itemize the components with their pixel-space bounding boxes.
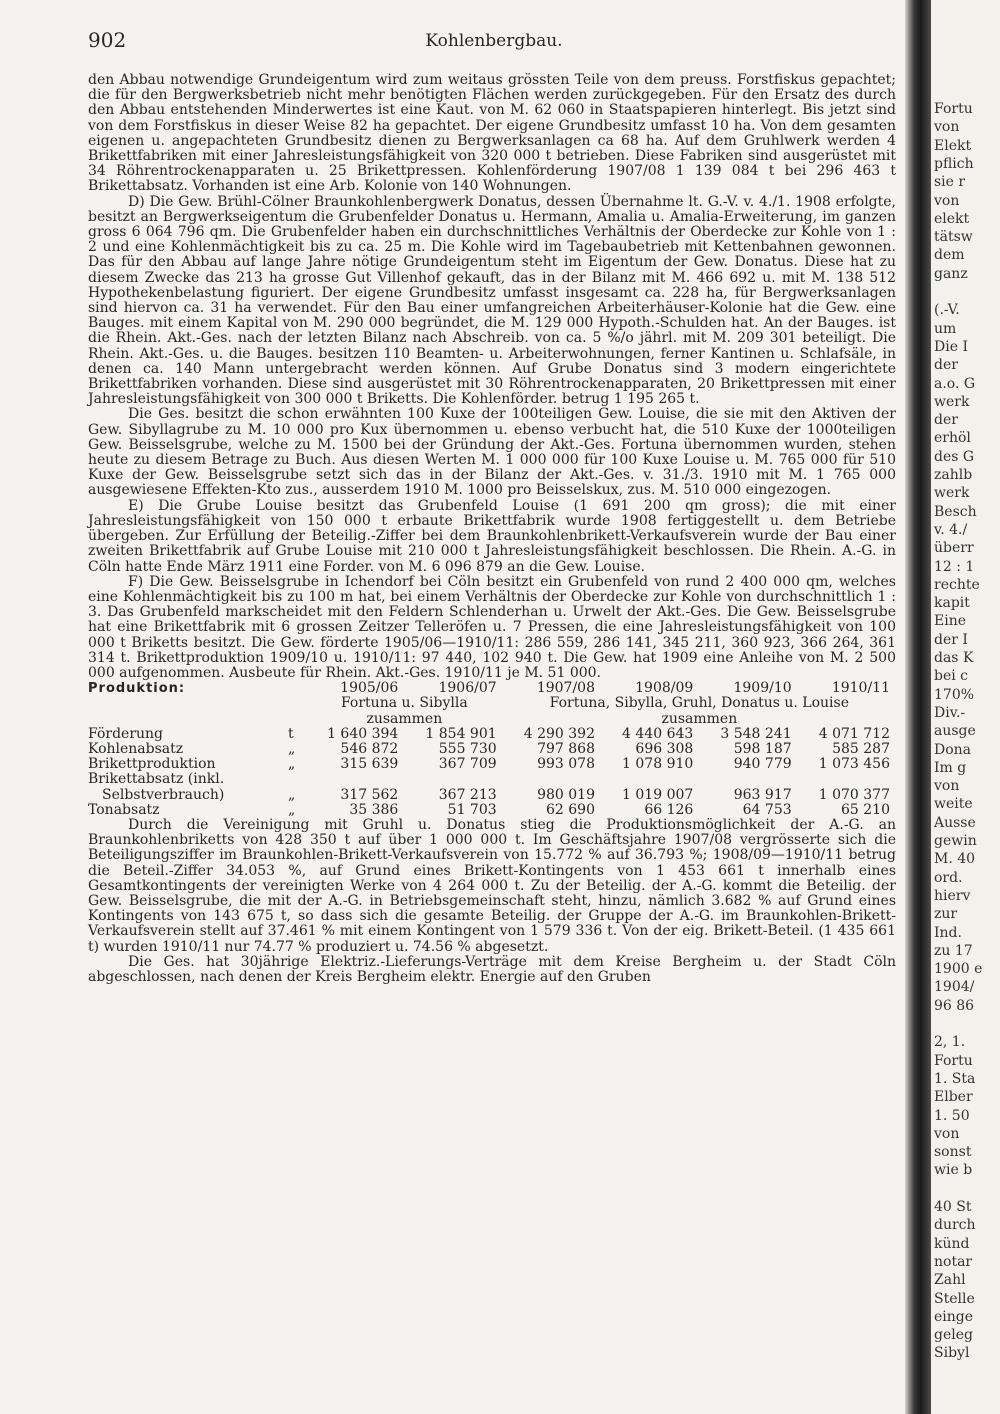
adjacent-page-line: a.o. G <box>934 375 976 392</box>
production-title: Produktion: <box>88 681 186 697</box>
cell: 62 690 <box>545 802 595 818</box>
adjacent-page-line: von <box>934 119 960 136</box>
cell: 598 187 <box>733 741 792 757</box>
adjacent-page-line: Die I <box>934 338 968 355</box>
row-unit: „ <box>288 757 296 773</box>
adjacent-page-line: pflich <box>934 155 974 172</box>
cell: 696 308 <box>635 741 694 757</box>
row-label: Förderung <box>88 726 164 742</box>
paragraph-vereinigung: Durch die Vereinigung mit Gruhl u. Donatus stieg die Produktionsmöglichkeit der A.-G. an Braunkohlenbriketts von 428 350 t auf über 1 000 000 t. Im Geschäftsjahre 1907/08 vergrösserte sich die Beteiligungsziffer im Braunkohlen-Brikett-Verkaufsverein von 15.772 % auf 36.793 %; 1908/09—1910/11 betrug die Beteil.-Ziffer 34.053 %, auf Grund eines Brikett-Kontingents von 1 453 661 t innerhalb eines Gesamtkontingents der vereinigten Werke von 4 264 000 t. Zu der Beteilig. der A.-G. kommt die Beteilig. der Gew. Beisselsgrube, die mit der A.-G. in Betriebsgemeinschaft steht, hinzu, nämlich 3.682 % auf Grund eines Kontingents von 143 675 t, so dass sich die gesamte Beteilig. der Gruppe der A.-G. im Braunkohlen-Brikett-Verkaufsverein stellt auf 37.461 % mit einem Kontingent von 1 579 336 t. Von der eig. Brikett-Beteil. (1 435 661 t) wurden 1910/11 nur 74.77 % produziert u. 74.56 % abgesetzt. <box>88 816 896 955</box>
production-group-row <box>88 696 896 711</box>
adjacent-page-line: kapit <box>934 595 970 612</box>
body-text <box>88 73 896 985</box>
adjacent-page-line: 96 86 <box>934 997 975 1014</box>
table-row <box>88 788 896 803</box>
paragraph-donatus: D) Die Gew. Brühl-Cölner Braunkohlenbergwerk Donatus, dessen Übernahme lt. G.-V. v. 4./1. 1908 erfolgte, besitzt an Bergwerkseigentum die Grubenfelder Donatus u. Hermann, Amalia u. Amalia-Erweiterung, im ganzen gross 6 064 796 qm. Die Grubenfelder haben ein durchschnittliches Verhältnis der Oberdecke zur Kohle von 1 : 2 und eine Kohlenmächtigkeit bis zu ca. 25 m. Die Kohle wird im Tagebaubetrieb mit Kettenbahnen gewonnen. Das für den Abbau auf lange Jahre nötige Grundeigentum steht im Eigentum der Gew. Donatus. Diese hat zu diesem Zwecke das 213 ha grosse Gut Villenhof gekauft, das in der Bilanz mit M. 466 692 u. mit M. 138 512 Hypothekenbelastung figuriert. Der eigene Grundbesitz umfasst insgesamt ca. 228 ha, für Bergwerksanlagen sind hiervon ca. 31 ha verwendet. Für den Bau einer umfangreichen Arbeiterhäuser-Kolonie hat die Gew. eine Bauges. mit einem Kapital von M. 290 000 begründet, die M. 129 000 Hypoth.-Schulden hat. An der Bauges. ist die Rhein. Akt.-Ges. nach der letzten Bilanz nach Abschreib. von ca. 5 %/o jährl. mit M. 209 301 beteiligt. Die Rhein. Akt.-Ges. u. die Bauges. besitzen 110 Beamten- u. Arbeiterwohnungen, ferner Kantinen u. Schlafsäle, in denen ca. 140 Mann untergebracht werden können. Auf Grube Donatus sind 3 modern eingerichtete Brikettfabriken vorhanden. Diese sind ausgerüstet mit 30 Röhrentrockenapparaten, 20 Brikettpressen mit einer Jahresleistungsfähigkeit von 300 000 t Briketts. Die Kohlenförder. betrug 1 195 265 t. <box>88 193 896 408</box>
year-header: 1906/07 <box>438 681 497 697</box>
table-row <box>88 803 896 818</box>
row-unit: „ <box>288 741 296 757</box>
adjacent-page-line: Fortu <box>934 1052 973 1069</box>
running-title: Kohlenbergbau. <box>425 31 563 51</box>
row-unit: „ <box>288 787 296 803</box>
adjacent-page-line: Eine <box>934 613 966 630</box>
adjacent-page-line: 40 St <box>934 1199 972 1215</box>
adjacent-page-line: dem <box>934 247 965 264</box>
group-left-sub: zusammen <box>366 711 443 727</box>
adjacent-page-line: Ind. <box>934 924 962 941</box>
year-header: 1910/11 <box>831 681 890 697</box>
adjacent-page-line: zahlb <box>934 467 973 483</box>
cell: 35 386 <box>349 802 399 818</box>
adjacent-page-line: ord. <box>934 869 963 886</box>
cell: 546 872 <box>340 741 399 757</box>
adjacent-page-line: ganz <box>934 265 968 282</box>
table-row <box>88 757 896 772</box>
cell: 3 548 241 <box>720 726 792 742</box>
adjacent-page-line: einge <box>934 1308 974 1325</box>
year-header: 1908/09 <box>635 681 694 697</box>
adjacent-page-line: bei c <box>934 668 969 685</box>
cell: 1 078 910 <box>622 757 694 773</box>
cell: 4 290 392 <box>523 726 595 742</box>
row-unit: t <box>288 726 294 742</box>
production-table <box>88 681 896 818</box>
cell: 963 917 <box>733 787 792 803</box>
adjacent-page-line: 12 : 1 <box>934 558 975 575</box>
adjacent-page-line: Fortu <box>934 101 973 117</box>
table-row <box>88 727 896 742</box>
row-label: Brikettabsatz (inkl. <box>88 772 225 788</box>
adjacent-page-line: geleg <box>934 1327 973 1344</box>
adjacent-page-line: von <box>934 778 960 795</box>
adjacent-page-line: Elekt <box>934 137 972 154</box>
adjacent-page-line: von <box>934 1125 960 1142</box>
cell: 1 073 456 <box>818 757 890 773</box>
adjacent-page-line: rechte <box>934 576 980 593</box>
cell: 65 210 <box>841 802 890 818</box>
adjacent-page-line: 1904/ <box>934 979 975 996</box>
cell: 64 753 <box>742 802 792 818</box>
adjacent-page-line: das K <box>934 650 974 666</box>
adjacent-page-line: notar <box>934 1253 973 1270</box>
adjacent-page-line: sie r <box>934 174 966 191</box>
table-row <box>88 772 896 787</box>
adjacent-page-line: 1. 50 <box>934 1107 970 1124</box>
adjacent-page-line: künd <box>934 1235 970 1252</box>
page-header <box>88 28 900 54</box>
cell: 797 868 <box>537 741 595 757</box>
paragraph-louise: E) Die Grube Louise besitzt das Grubenfeld Louise (1 691 200 qm gross); die mit einer Jahresleistungsfähigkeit von 150 000 t erbaute Brikettfabrik wurde 1908 fertiggestellt u. dem Betriebe übergeben. Zur Erfüllung der Beteilig.-Ziffer bei dem Braunkohlenbrikett-Verkaufsverein wurde der Bau einer zweiten Brikettfabrik auf Grube Louise mit 210 000 t Jahresleistungsfähigkeit beschlossen. Die Rhein. A.-G. in Cöln hatte Ende März 1911 eine Forder. von M. 6 096 879 an die Gew. Louise. <box>88 497 896 575</box>
adjacent-page-line: 170% <box>934 686 975 703</box>
adjacent-page-line: zur <box>934 906 958 923</box>
cell: 585 287 <box>832 741 890 757</box>
cell: 1 854 901 <box>425 726 497 742</box>
adjacent-page-line: des G <box>934 448 975 465</box>
production-year-row <box>88 681 896 696</box>
adjacent-page-line: der <box>934 412 958 429</box>
adjacent-page-line: v. 4./ <box>934 521 968 538</box>
page-number: 902 <box>88 28 127 52</box>
adjacent-page-line: wie b <box>934 1162 973 1179</box>
cell: 1 640 394 <box>327 726 399 742</box>
adjacent-page-line: hierv <box>934 887 971 904</box>
year-header: 1907/08 <box>536 681 595 697</box>
adjacent-page-line: der I <box>934 631 968 648</box>
adjacent-page-line: Zahl <box>934 1272 966 1289</box>
adjacent-page-line: Elber <box>934 1089 973 1106</box>
adjacent-page-line: Im g <box>934 759 967 776</box>
adjacent-page <box>931 0 1000 1414</box>
adjacent-page-line: werk <box>934 485 970 502</box>
adjacent-page-line: durch <box>934 1217 976 1234</box>
adjacent-page-line: sonst <box>934 1144 972 1161</box>
cell: 1 070 377 <box>818 787 890 803</box>
adjacent-page-line: Besch <box>934 503 977 520</box>
row-unit: „ <box>288 802 296 818</box>
production-group-sub-row <box>88 712 896 727</box>
adjacent-page-line: tätsw <box>934 229 973 246</box>
group-right-label: Fortuna, Sibylla, Gruhl, Donatus u. Louise <box>549 696 849 712</box>
group-right-sub: zusammen <box>661 711 738 727</box>
adjacent-page-line: werk <box>934 393 970 410</box>
adjacent-page-line: um <box>934 320 957 337</box>
cell: 555 730 <box>438 741 497 757</box>
adjacent-page-line: zu 17 <box>934 942 973 959</box>
adjacent-page-line: Sibyl <box>934 1345 970 1362</box>
adjacent-page-line: (.-V. <box>934 302 960 319</box>
adjacent-page-line: 2, 1. <box>934 1034 966 1051</box>
cell: 51 703 <box>447 802 497 818</box>
paragraph-elektrizitaet: Die Ges. hat 30jährige Elektriz.-Lieferungs-Verträge mit dem Kreise Bergheim u. der Stadt Cöln abgeschlossen, nach denen der Kreis Bergheim elektr. Energie auf den Gruben <box>88 953 896 985</box>
adjacent-page-line: elekt <box>934 210 970 227</box>
cell: 367 709 <box>438 757 497 773</box>
cell: 1 019 007 <box>622 787 694 803</box>
book-gutter <box>905 0 931 1414</box>
adjacent-page-line: weite <box>934 796 973 813</box>
group-left-label: Fortuna u. Sibylla <box>340 696 468 712</box>
adjacent-page-line: überr <box>934 540 974 557</box>
cell: 940 779 <box>733 757 792 773</box>
adjacent-page-line: ausge <box>934 723 976 740</box>
cell: 66 126 <box>644 802 694 818</box>
paragraph-grundeigentum: den Abbau notwendige Grundeigentum wird zum weitaus grössten Teile von dem preuss. Forstfiskus gepachtet; die für den Bergwerksbetrieb nicht mehr benötigten Flächen werden zurückgegeben. Für den Ersatz des durch den Abbau entstehenden Minderwertes ist eine Kaut. von M. 62 060 in Staatspapieren hinterlegt. Bis jetzt sind von dem Forstfiskus in dieser Weise 82 ha gepachtet. Der eigene Grundbesitz umfasst 10 ha. Von dem gesamten eigenen u. angepachteten Grundbesitz dienen zu Bergwerksanlagen ca 68 ha. Auf dem Gruhlwerk werden 4 Brikettfabriken mit einer Jahresleistungsfähigkeit von 320 000 t betrieben. Diese Fabriken sind ausgerüstet mit 34 Röhrentrockenapparaten u. 25 Brikettpressen. Kohlenförderung 1907/08 1 139 084 t bei 296 463 t Brikettabsatz. Vorhanden ist eine Arb. Kolonie von 140 Wohnungen. <box>88 72 896 195</box>
adjacent-page-line: Ausse <box>934 814 976 831</box>
cell: 4 071 712 <box>818 726 890 742</box>
paragraph-kuxe: Die Ges. besitzt die schon erwähnten 100 Kuxe der 100teiligen Gew. Louise, die sie mit den Aktiven der Gew. Sibyllagrube zu M. 10 000 pro Kux übernommen u. ebenso verbucht hat, die 510 Kuxe der 1000teiligen Gew. Beisselsgrube, welche zu M. 1500 bei der Gründung der Akt.-Ges. Fortuna übernommen wurden, stehen heute zu diesem Betrage zu Buch. Aus diesen Werten M. 1 000 000 für 100 Kuxe Louise u. M. 765 000 für 510 Kuxe der Gew. Beisselsgrube setzt sich das in der Bilanz der Akt.-Ges. v. 31./3. 1910 mit M. 1 765 000 ausgewiesene Effekten-Kto zus., ausserdem 1910 M. 1000 pro Beisselskux, zus. M. 510 000 eingezogen. <box>88 406 896 499</box>
year-header: 1909/10 <box>733 681 792 697</box>
paragraph-beisselsgrube: F) Die Gew. Beisselsgrube in Ichendorf bei Cöln besitzt ein Grubenfeld von rund 2 400 000 qm, welches eine Kohlenmächtigkeit bis zu 100 m hat, bei einem Verhältnis der Oberdecke zur Kohle von durchschnittlich 1 : 3. Das Grubenfeld markscheidet mit den Feldern Schlenderhan u. Urwelt der Akt.-Ges. Die Gew. Beisselsgrube hat eine Brikettfabrik mit 6 grossen Zeitzer Telleröfen u. 7 Pressen, die eine Jahresleistungsfähigkeit von 100 000 t Briketts besitzt. Die Gew. förderte 1905/06—1910/11: 286 559, 286 141, 345 211, 360 923, 366 264, 361 314 t. Brikettproduktion 1909/10 u. 1910/11: 97 440, 102 940 t. Die Gew. hat 1909 eine Anleihe von M. 2 500 000 aufgenommen. Ausbeute für Rhein. Akt.-Ges. 1910/11 je M. 51 000. <box>88 573 896 681</box>
adjacent-page-line: 1. Sta <box>934 1070 976 1087</box>
cell: 4 440 643 <box>622 726 694 742</box>
table-row <box>88 742 896 757</box>
adjacent-page-line: der <box>934 357 958 374</box>
row-label: Selbstverbrauch) <box>102 787 225 803</box>
adjacent-page-line: Stelle <box>934 1290 975 1307</box>
cell: 980 019 <box>537 787 595 803</box>
adjacent-page-line: Div.- <box>934 704 966 721</box>
adjacent-page-line: Dona <box>934 741 972 758</box>
cell: 315 639 <box>340 757 399 773</box>
adjacent-page-line: erhöl <box>934 430 971 447</box>
row-label: Kohlenabsatz <box>88 741 184 757</box>
row-label: Tonabsatz <box>88 802 160 818</box>
cell: 367 213 <box>438 787 497 803</box>
adjacent-page-line: gewin <box>934 833 977 849</box>
adjacent-page-line: M. 40 <box>934 851 976 868</box>
cell: 317 562 <box>340 787 399 803</box>
year-header: 1905/06 <box>340 681 399 697</box>
row-label: Brikettproduktion <box>88 757 216 773</box>
cell: 993 078 <box>537 757 595 773</box>
adjacent-page-line: von <box>934 192 960 209</box>
adjacent-page-line: 1900 e <box>934 961 983 978</box>
